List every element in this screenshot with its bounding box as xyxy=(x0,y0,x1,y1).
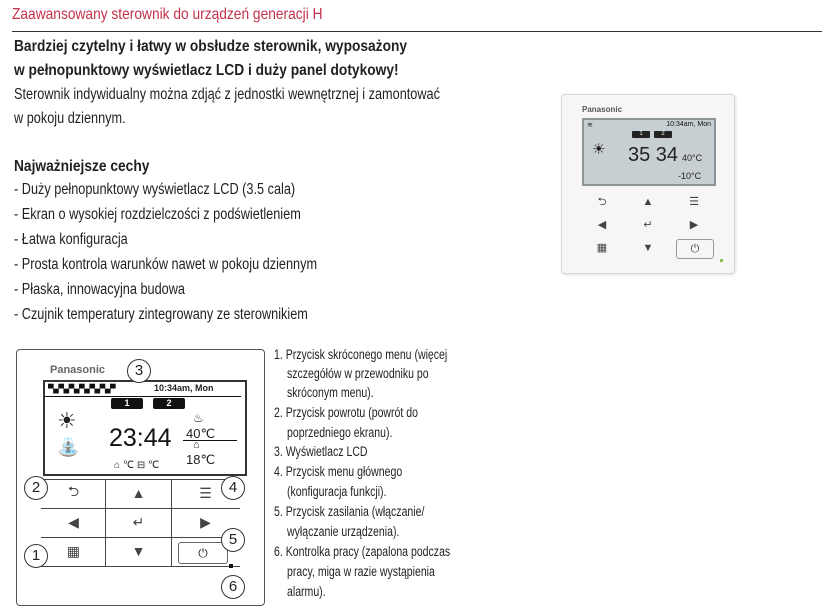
caption-line: 4. Przycisk menu głównego xyxy=(274,464,403,479)
caption-line: alarmu). xyxy=(287,584,326,599)
grid-line xyxy=(41,508,240,509)
caption-line: poprzedniego ekranu). xyxy=(287,425,393,440)
intro-bold-line-2: w pełnopunktowy wyświetlacz LCD i duży panel dotykowy! xyxy=(14,62,399,79)
operation-led xyxy=(720,259,723,262)
photo-brand: Panasonic xyxy=(582,105,623,114)
lcd-temp-2: 18℃ xyxy=(186,452,216,467)
sun-icon: ☀ xyxy=(592,141,606,158)
signal-icon: ≋ xyxy=(587,122,593,129)
caption-line: 5. Przycisk zasilania (włączanie/ xyxy=(274,504,425,519)
callout-6: 6 xyxy=(221,575,245,599)
controller-photo xyxy=(561,94,735,274)
photo-tab-2: 2 xyxy=(654,131,672,138)
intro-bold-line-1: Bardziej czytelny i łatwy w obsłudze sterownik, wyposażony xyxy=(14,38,408,55)
callout-2: 2 xyxy=(24,476,48,500)
photo-time: 10:34am, Mon xyxy=(666,121,711,128)
photo-big-digits: 35 34 xyxy=(628,144,679,166)
lcd-time: 10:34am, Mon xyxy=(154,383,214,393)
up-arrow-icon: ▲ xyxy=(642,196,654,208)
feature-item: - Ekran o wysokiej rozdzielczości z podświetleniem xyxy=(14,206,301,223)
diagram-brand: Panasonic xyxy=(50,364,106,376)
right-arrow-icon: ▶ xyxy=(689,219,699,231)
grid-line xyxy=(41,537,240,538)
menu-icon: ☰ xyxy=(689,196,699,208)
caption-line: wyłączanie urządzenia). xyxy=(287,524,400,539)
power-button[interactable]: ⏻ xyxy=(178,542,228,564)
grid-line xyxy=(171,479,172,566)
lcd-tab-1: 1 xyxy=(111,398,143,409)
caption-line: 2. Przycisk powrotu (powrót do xyxy=(274,405,418,420)
photo-temp-2: -10°C xyxy=(678,171,702,181)
status-icons: ▀▄▀▄▀▄▀▄▀▄▀▄▀ xyxy=(48,384,116,393)
operation-led xyxy=(229,564,233,568)
back-icon: ⮌ xyxy=(597,196,607,208)
quick-menu-button[interactable]: ▦ xyxy=(66,542,81,559)
grid-line xyxy=(41,566,240,567)
temp-divider xyxy=(183,440,237,441)
lcd-temp-1: 40℃ xyxy=(186,426,216,441)
enter-button[interactable]: ↵ xyxy=(132,513,145,530)
feature-item: - Płaska, innowacyjna budowa xyxy=(14,281,185,298)
photo-temp-1: 40°C xyxy=(682,153,703,163)
caption-line: pracy, miga w razie wystąpienia xyxy=(287,564,435,579)
header-divider xyxy=(12,31,822,32)
power-icon: ⏻ xyxy=(676,239,714,259)
back-button[interactable]: ⮌ xyxy=(67,483,80,499)
feature-item: - Czujnik temperatury zintegrowany ze sterownikiem xyxy=(14,306,308,323)
down-button[interactable]: ▼ xyxy=(131,543,146,559)
intro-text-line-2: w pokoju dziennym. xyxy=(14,110,126,127)
callout-5: 5 xyxy=(221,528,245,552)
main-menu-button[interactable]: ☰ xyxy=(199,484,212,501)
callout-3: 3 xyxy=(127,359,151,383)
lcd-big-digits: 23:44 xyxy=(109,424,172,452)
lcd-display xyxy=(43,380,247,476)
features-heading: Najważniejsze cechy xyxy=(14,158,150,175)
caption-line: (konfiguracja funkcji). xyxy=(287,484,387,499)
feature-item: - Prosta kontrola warunków nawet w pokoju dziennym xyxy=(14,256,318,273)
lcd-tab-2: 2 xyxy=(153,398,185,409)
sun-icon: ☀ xyxy=(57,408,77,433)
feature-item: - Duży pełnopunktowy wyświetlacz LCD (3.5 cala) xyxy=(14,181,296,198)
right-button[interactable]: ▶ xyxy=(200,513,211,530)
caption-line: 3. Wyświetlacz LCD xyxy=(274,444,368,459)
caption-line: 6. Kontrolka pracy (zapalona podczas xyxy=(274,544,451,559)
caption-line: skróconym menu). xyxy=(287,385,374,400)
grid-line xyxy=(105,479,106,566)
photo-lcd xyxy=(582,118,716,186)
lcd-divider xyxy=(45,396,241,397)
enter-icon: ↵ xyxy=(643,219,653,231)
intro-text-line-1: Sterownik indywidualny można zdjąć z jednostki wewnętrznej i zamontować xyxy=(14,86,440,103)
photo-tab-1: 1 xyxy=(632,131,650,138)
lcd-bottom-icons: ⌂ ℃ ⊟ ℃ xyxy=(114,460,160,471)
caption-line: szczegółów w przewodniku po xyxy=(287,366,429,381)
callout-1: 1 xyxy=(24,544,48,568)
down-arrow-icon: ▼ xyxy=(642,242,654,254)
caption-line: 1. Przycisk skróconego menu (więcej xyxy=(274,347,448,362)
callout-4: 4 xyxy=(221,476,245,500)
tap-icon: ⛲ xyxy=(57,437,80,457)
tank-icon: ♨ xyxy=(193,411,204,425)
left-arrow-icon: ◀ xyxy=(597,219,607,231)
grid-line xyxy=(41,479,240,480)
up-button[interactable]: ▲ xyxy=(131,485,146,501)
house-icon: ⌂ xyxy=(193,439,200,451)
section-title: Zaawansowany sterownik do urządzeń generacji H xyxy=(12,6,323,23)
feature-item: - Łatwa konfiguracja xyxy=(14,231,128,248)
quick-menu-icon: ▦ xyxy=(596,242,608,254)
left-button[interactable]: ◀ xyxy=(68,513,79,530)
